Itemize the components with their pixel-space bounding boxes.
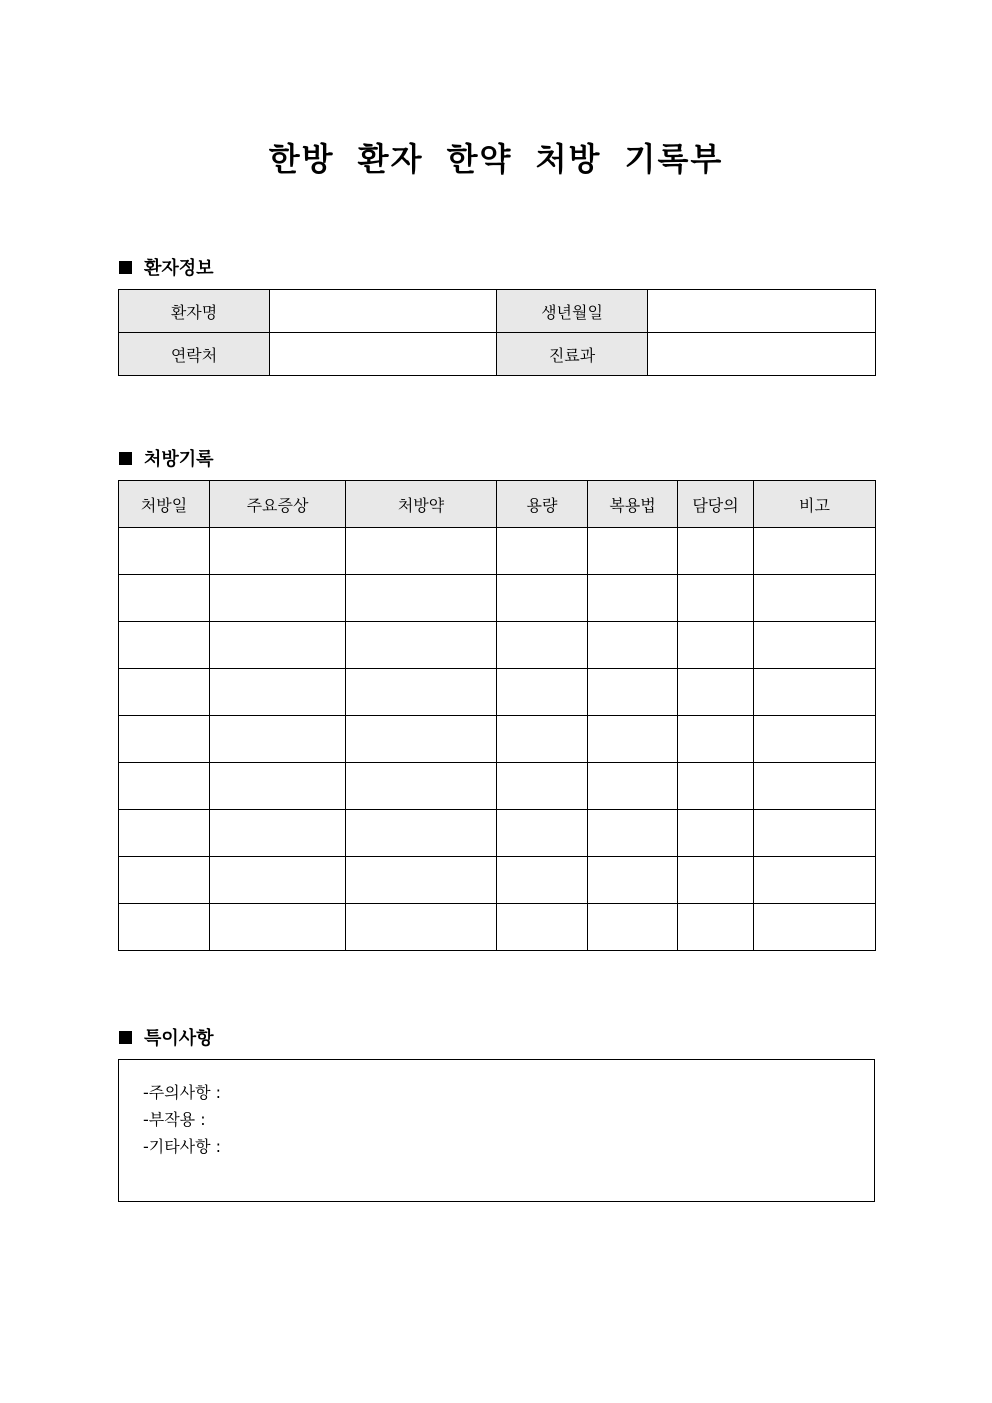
usage-cell[interactable] [588,669,678,716]
table-row [119,810,876,857]
contact-label: 연락처 [119,333,270,376]
birthdate-label: 생년월일 [497,290,648,333]
department-label: 진료과 [497,333,648,376]
column-header-doctor: 담당의 [678,481,754,528]
dosage-cell[interactable] [497,716,588,763]
patient-info-row [119,333,876,376]
doctor-cell[interactable] [678,904,754,951]
dosage-cell[interactable] [497,857,588,904]
usage-cell[interactable] [588,904,678,951]
remarks-cell[interactable] [754,810,876,857]
usage-cell[interactable] [588,857,678,904]
patient-info-row [119,290,876,333]
note-caution: -주의사항 : [143,1083,222,1102]
remarks-cell[interactable] [754,904,876,951]
date-cell[interactable] [119,669,210,716]
doctor-cell[interactable] [678,716,754,763]
note-side-effects: -부작용 : [143,1110,206,1129]
symptoms-cell[interactable] [210,716,346,763]
date-cell[interactable] [119,904,210,951]
doctor-cell[interactable] [678,622,754,669]
symptoms-cell[interactable] [210,669,346,716]
dosage-cell[interactable] [497,810,588,857]
prescription-heading-label: 처방기록 [144,449,214,470]
symptoms-cell[interactable] [210,528,346,575]
medicine-cell[interactable] [346,575,497,622]
medicine-cell[interactable] [346,622,497,669]
table-row [119,763,876,810]
dosage-cell[interactable] [497,575,588,622]
medicine-cell[interactable] [346,810,497,857]
page-title: 한방 환자 한약 처방 기록부 [268,140,724,178]
remarks-cell[interactable] [754,622,876,669]
dosage-cell[interactable] [497,528,588,575]
symptoms-cell[interactable] [210,575,346,622]
usage-cell[interactable] [588,528,678,575]
remarks-cell[interactable] [754,669,876,716]
table-row [119,575,876,622]
date-cell[interactable] [119,575,210,622]
table-row [119,669,876,716]
medicine-cell[interactable] [346,904,497,951]
patient-name-label: 환자명 [119,290,270,333]
doctor-cell[interactable] [678,763,754,810]
department-field[interactable] [648,333,876,376]
symptoms-cell[interactable] [210,857,346,904]
table-row [119,857,876,904]
birthdate-field[interactable] [648,290,876,333]
usage-cell[interactable] [588,763,678,810]
remarks-cell[interactable] [754,528,876,575]
medicine-cell[interactable] [346,857,497,904]
medicine-cell[interactable] [346,763,497,810]
patient-name-field[interactable] [270,290,497,333]
usage-cell[interactable] [588,810,678,857]
date-cell[interactable] [119,622,210,669]
column-header-usage: 복용법 [588,481,678,528]
column-header-symptoms: 주요증상 [210,481,346,528]
medicine-cell[interactable] [346,528,497,575]
dosage-cell[interactable] [497,669,588,716]
prescription-heading [119,445,214,471]
notes-heading [119,1024,214,1050]
table-row [119,622,876,669]
column-header-dosage: 용량 [497,481,588,528]
square-bullet-icon [119,261,132,274]
symptoms-cell[interactable] [210,763,346,810]
dosage-cell[interactable] [497,904,588,951]
symptoms-cell[interactable] [210,622,346,669]
symptoms-cell[interactable] [210,904,346,951]
remarks-cell[interactable] [754,575,876,622]
date-cell[interactable] [119,857,210,904]
notes-heading-label: 특이사항 [144,1028,214,1049]
column-header-medicine: 처방약 [346,481,497,528]
dosage-cell[interactable] [497,622,588,669]
patient-info-heading-label: 환자정보 [144,258,214,279]
column-header-remarks: 비고 [754,481,876,528]
dosage-cell[interactable] [497,763,588,810]
doctor-cell[interactable] [678,810,754,857]
remarks-cell[interactable] [754,857,876,904]
notes-box[interactable] [118,1059,875,1202]
contact-field[interactable] [270,333,497,376]
doctor-cell[interactable] [678,857,754,904]
table-row [119,528,876,575]
column-header-date: 처방일 [119,481,210,528]
date-cell[interactable] [119,763,210,810]
medicine-cell[interactable] [346,716,497,763]
date-cell[interactable] [119,528,210,575]
table-row [119,904,876,951]
doctor-cell[interactable] [678,669,754,716]
table-row [119,716,876,763]
usage-cell[interactable] [588,575,678,622]
medicine-cell[interactable] [346,669,497,716]
square-bullet-icon [119,452,132,465]
usage-cell[interactable] [588,622,678,669]
date-cell[interactable] [119,716,210,763]
square-bullet-icon [119,1031,132,1044]
patient-info-table [118,289,876,376]
usage-cell[interactable] [588,716,678,763]
remarks-cell[interactable] [754,763,876,810]
patient-info-heading [119,254,214,280]
note-other: -기타사항 : [143,1137,222,1156]
remarks-cell[interactable] [754,716,876,763]
prescription-header-row [119,481,876,528]
prescription-table [118,480,876,951]
symptoms-cell[interactable] [210,810,346,857]
doctor-cell[interactable] [678,528,754,575]
prescription-table-body [119,528,876,951]
doctor-cell[interactable] [678,575,754,622]
date-cell[interactable] [119,810,210,857]
